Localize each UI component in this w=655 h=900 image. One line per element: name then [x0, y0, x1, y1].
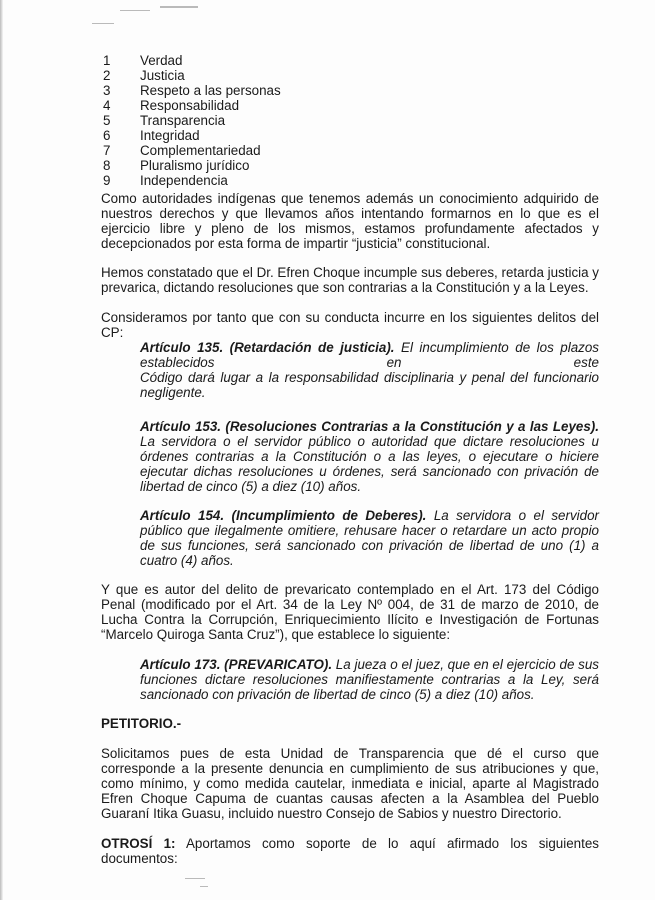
article-body-continued: Código dará lugar a la responsabilidad disciplinaria y penal del funcionario negligente.	[140, 370, 599, 401]
list-item	[103, 143, 281, 158]
article-body: La servidora o el servidor público o autoridad que dictare resoluciones u órdenes contrarias a la Constitución o a las leyes, o ejecutare o hiciere ejecutar dichas resoluciones u órdenes, será sancionado con privación de libertad de cinco (5) a diez (10) años.	[140, 434, 599, 495]
paragraph-autoridades: Como autoridades indígenas que tenemos además un conocimiento adquirido de nuestros derechos y que llevamos años intentando formarnos en lo que es el ejercicio libre y pleno de los mismos, estamos profundamente afectados y decepcionados por esta forma de impartir “justicia” constitucional.	[101, 191, 599, 252]
paragraph-autor: Y que es autor del delito de prevaricato contemplado en el Art. 173 del Código Penal (modificado por el Art. 34 de la Ley Nº 004, de 31 de marzo de 2010, de Lucha Contra la Corrupción, Enriquecimiento Ilícito e Investigación de Fortunas “Marcelo Quiroga Santa Cruz”), que establece lo siguiente:	[101, 582, 599, 643]
list-item	[103, 173, 281, 188]
values-list	[103, 53, 281, 188]
list-item	[103, 53, 281, 68]
article-title: Artículo 153. (Resoluciones Contrarias a la Constitución y a las Leyes).	[140, 419, 599, 434]
list-item	[103, 83, 281, 98]
article-title: Artículo 135. (Retardación de justicia).	[140, 340, 395, 355]
article-153	[140, 419, 599, 494]
list-item-number: 3	[103, 83, 111, 98]
scan-artifact	[185, 878, 205, 879]
paragraph-consideramos: Consideramos por tanto que con su conducta incurre en los siguientes delitos del CP:	[101, 310, 599, 341]
paragraph-constatado: Hemos constatado que el Dr. Efren Choque incumple sus deberes, retarda justicia y prevarica, dictando resoluciones que son contrarias a la Constitución y a la Leyes.	[101, 265, 599, 296]
list-item-number: 1	[103, 53, 111, 68]
list-item	[103, 68, 281, 83]
article-body: La servidora o el servidor público que ilegalmente omitiere, rehusare hacer o retardare un acto propio de sus funciones, será sancionado con privación de libertad de uno (1) a cuatro (4) años.	[140, 508, 599, 569]
list-item	[103, 158, 281, 173]
otrosi-label: OTROSÍ 1:	[101, 836, 176, 851]
scan-artifact	[120, 10, 150, 11]
otrosi-paragraph	[101, 836, 599, 866]
scan-artifact	[92, 23, 114, 24]
list-item-label: Transparencia	[140, 113, 226, 128]
list-item	[103, 113, 281, 128]
list-item-label: Integridad	[140, 128, 200, 143]
article-135	[140, 340, 599, 400]
paragraph-solicitamos: Solicitamos pues de esta Unidad de Transparencia que dé el curso que corresponde a la presente denuncia en cumplimiento de sus atribuciones y que, como mínimo, y como medida cautelar, inmediata e inicial, aparte al Magistrado Efren Choque Capuma de cuantas causas afecten a la Asamblea del Pueblo Guaraní Itika Guasu, incluido nuestro Consejo de Sabios y nuestro Directorio.	[101, 746, 599, 822]
otrosi-text: Aportamos como soporte de lo aquí afirmado los siguientes documentos:	[101, 836, 599, 867]
list-item-label: Verdad	[140, 53, 183, 68]
list-item	[103, 128, 281, 143]
list-item-number: 7	[103, 143, 111, 158]
scan-edge-shadow	[0, 0, 3, 900]
list-item-number: 5	[103, 113, 111, 128]
list-item-label: Responsabilidad	[140, 98, 240, 113]
petitorio-heading: PETITORIO.-	[101, 716, 182, 731]
article-154	[140, 508, 599, 568]
article-body: El incumplimiento de los plazos establecidos en este	[140, 340, 599, 371]
list-item-label: Justicia	[140, 68, 185, 83]
list-item-label: Pluralismo jurídico	[140, 158, 250, 173]
list-item-label: Complementariedad	[140, 143, 261, 158]
list-item-number: 9	[103, 173, 111, 188]
list-item-label: Independencia	[140, 173, 228, 188]
list-item-number: 2	[103, 68, 111, 83]
article-title: Artículo 173. (PREVARICATO).	[140, 657, 333, 672]
list-item-label: Respeto a las personas	[140, 83, 281, 98]
list-item-number: 8	[103, 158, 111, 173]
article-173	[140, 657, 599, 702]
article-body: La jueza o el juez, que en el ejercicio de sus funciones dictare resoluciones manifiestamente contrarias a la Ley, será sancionado con privación de libertad de cinco (5) a diez (10) años.	[140, 657, 599, 703]
article-title: Artículo 154. (Incumplimiento de Deberes).	[140, 508, 427, 523]
scan-artifact	[160, 6, 198, 8]
list-item-number: 4	[103, 98, 111, 113]
list-item-number: 6	[103, 128, 111, 143]
list-item	[103, 98, 281, 113]
scan-artifact	[200, 886, 208, 887]
